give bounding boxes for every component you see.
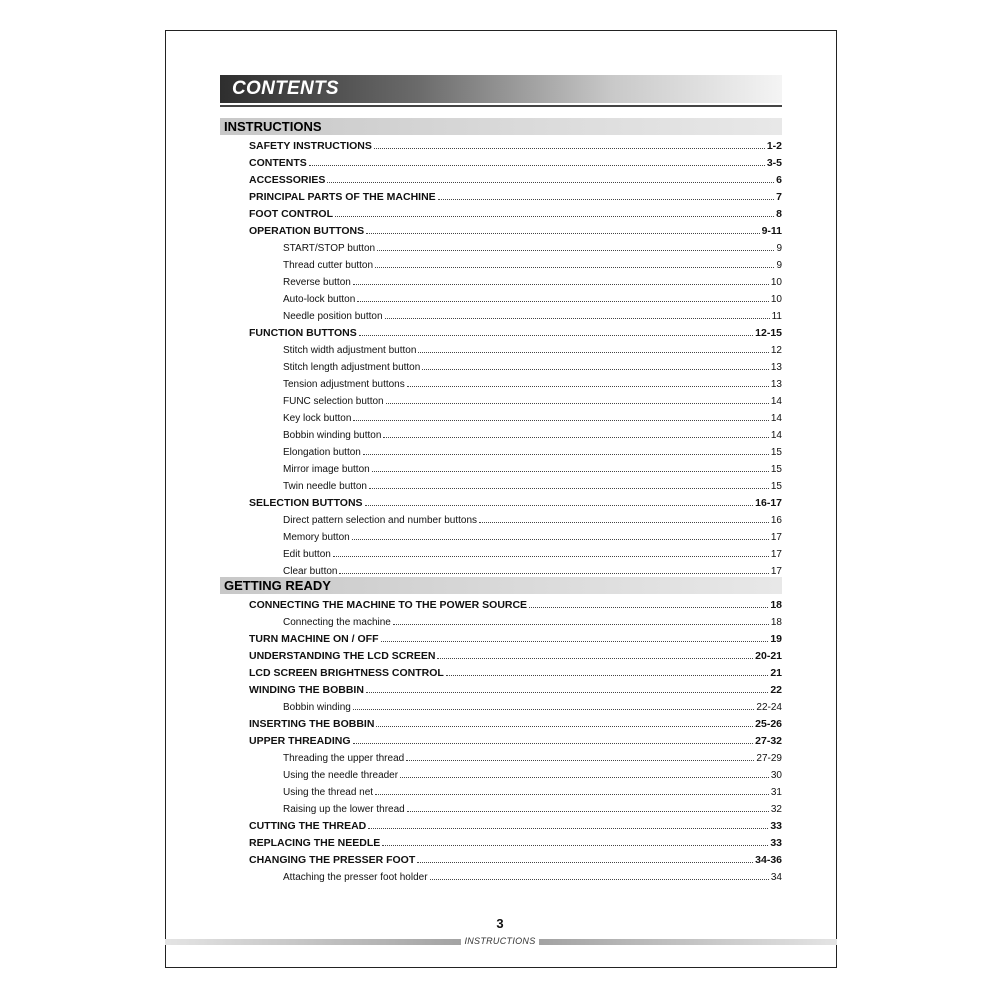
dot-leader bbox=[353, 743, 754, 744]
toc-entry-page: 13 bbox=[770, 379, 782, 390]
toc-entry-label: Using the thread net bbox=[283, 787, 374, 798]
toc-entry[interactable] bbox=[220, 628, 782, 645]
toc-entry-page: 16-17 bbox=[755, 497, 782, 509]
toc-entry-label: WINDING THE BOBBIN bbox=[249, 684, 364, 696]
toc-entry-label: CONNECTING THE MACHINE TO THE POWER SOURCE bbox=[249, 599, 528, 611]
dot-leader bbox=[352, 539, 769, 540]
dot-leader bbox=[385, 318, 770, 319]
dot-leader bbox=[446, 675, 768, 676]
toc-entry-page: 7 bbox=[776, 191, 782, 203]
toc-subentry[interactable] bbox=[220, 866, 782, 883]
toc-entry-page: 32 bbox=[770, 804, 782, 815]
toc-entry-label: PRINCIPAL PARTS OF THE MACHINE bbox=[249, 191, 436, 203]
toc-subentry[interactable] bbox=[220, 424, 782, 441]
dot-leader bbox=[529, 607, 768, 608]
toc-entry-page: 12-15 bbox=[755, 327, 782, 339]
toc-subentry[interactable] bbox=[220, 254, 782, 271]
toc-subentry[interactable] bbox=[220, 237, 782, 254]
toc-entry-label: SELECTION BUTTONS bbox=[249, 497, 363, 509]
toc-entry[interactable] bbox=[220, 679, 782, 696]
dot-leader bbox=[353, 284, 769, 285]
toc-entry-label: Raising up the lower thread bbox=[283, 804, 405, 815]
toc-entry-label: Stitch width adjustment button bbox=[283, 345, 417, 356]
toc-entry-label: Bobbin winding bbox=[283, 702, 351, 713]
toc-entry[interactable] bbox=[220, 832, 782, 849]
toc-entry-page: 25-26 bbox=[755, 718, 782, 730]
toc-subentry[interactable] bbox=[220, 509, 782, 526]
toc-entry[interactable] bbox=[220, 730, 782, 747]
toc-subentry[interactable] bbox=[220, 356, 782, 373]
dot-leader bbox=[359, 335, 753, 336]
toc-entry-page: 15 bbox=[770, 481, 782, 492]
toc-entry-label: Key lock button bbox=[283, 413, 352, 424]
toc-entry[interactable] bbox=[220, 594, 782, 611]
toc-entry-label: Reverse button bbox=[283, 277, 351, 288]
toc-entry-page: 20-21 bbox=[755, 650, 782, 662]
toc-subentry[interactable] bbox=[220, 271, 782, 288]
footer-label: INSTRUCTIONS bbox=[461, 936, 538, 946]
dot-leader bbox=[353, 420, 769, 421]
toc-entry-page: 34-36 bbox=[755, 854, 782, 866]
dot-leader bbox=[372, 471, 769, 472]
dot-leader bbox=[377, 250, 774, 251]
toc-entry-page: 9 bbox=[776, 243, 782, 254]
dot-leader bbox=[407, 386, 769, 387]
toc-entry[interactable] bbox=[220, 169, 782, 186]
toc-entry-label: Needle position button bbox=[283, 311, 383, 322]
toc-entry[interactable] bbox=[220, 645, 782, 662]
toc-subentry[interactable] bbox=[220, 526, 782, 543]
toc-subentry[interactable] bbox=[220, 781, 782, 798]
toc-entry-page: 1-2 bbox=[766, 140, 782, 152]
dot-leader bbox=[382, 845, 768, 846]
footer-label-wrap bbox=[0, 936, 1000, 946]
toc-entry-label: CONTENTS bbox=[249, 157, 307, 169]
toc-entry[interactable] bbox=[220, 135, 782, 152]
toc-entry-label: FUNCTION BUTTONS bbox=[249, 327, 357, 339]
toc-entry-page: 10 bbox=[770, 294, 782, 305]
dot-leader bbox=[366, 233, 759, 234]
toc-subentry[interactable] bbox=[220, 764, 782, 781]
dot-leader bbox=[437, 658, 753, 659]
toc-entry-label: START/STOP button bbox=[283, 243, 376, 254]
toc-entry[interactable] bbox=[220, 662, 782, 679]
toc-entry-page: 22 bbox=[770, 684, 782, 696]
toc-entry-label: Attaching the presser foot holder bbox=[283, 872, 428, 883]
toc-entry-label: Threading the upper thread bbox=[283, 753, 405, 764]
dot-leader bbox=[365, 505, 754, 506]
dot-leader bbox=[366, 692, 768, 693]
toc-entry-label: Clear button bbox=[283, 566, 338, 577]
toc-entry-label: UNDERSTANDING THE LCD SCREEN bbox=[249, 650, 436, 662]
toc-entry-page: 19 bbox=[770, 633, 782, 645]
toc-subentry[interactable] bbox=[220, 560, 782, 577]
title-underline bbox=[220, 105, 782, 107]
toc-entry-label: FOOT CONTROL bbox=[249, 208, 333, 220]
toc-subentry[interactable] bbox=[220, 373, 782, 390]
dot-leader bbox=[327, 182, 774, 183]
toc-entry-label: OPERATION BUTTONS bbox=[249, 225, 365, 237]
toc-entry-label: Edit button bbox=[283, 549, 331, 560]
toc-entry-page: 17 bbox=[770, 532, 782, 543]
toc-subentry[interactable] bbox=[220, 407, 782, 424]
toc-subentry[interactable] bbox=[220, 798, 782, 815]
toc-entry-label: Elongation button bbox=[283, 447, 361, 458]
dot-leader bbox=[407, 811, 769, 812]
toc-entry-label: TURN MACHINE ON / OFF bbox=[249, 633, 379, 645]
dot-leader bbox=[375, 267, 774, 268]
section-heading: GETTING READY bbox=[220, 577, 782, 594]
toc-entry-label: Twin needle button bbox=[283, 481, 367, 492]
toc-entry-page: 14 bbox=[770, 430, 782, 441]
toc-entry-page: 9-11 bbox=[761, 225, 782, 237]
toc-entry-page: 8 bbox=[776, 208, 782, 220]
toc-entry-page: 31 bbox=[770, 787, 782, 798]
toc-entry-page: 9 bbox=[776, 260, 782, 271]
toc-entry-label: Thread cutter button bbox=[283, 260, 374, 271]
toc-subentry[interactable] bbox=[220, 441, 782, 458]
dot-leader bbox=[383, 437, 768, 438]
toc-entry-page: 14 bbox=[770, 396, 782, 407]
toc-entry-page: 10 bbox=[770, 277, 782, 288]
toc-entry-page: 14 bbox=[770, 413, 782, 424]
dot-leader bbox=[422, 369, 769, 370]
toc-entry[interactable] bbox=[220, 849, 782, 866]
toc-entry-page: 18 bbox=[770, 617, 782, 628]
toc-entry-page: 17 bbox=[770, 549, 782, 560]
dot-leader bbox=[386, 403, 769, 404]
toc-entry[interactable] bbox=[220, 322, 782, 339]
toc-entry-label: Memory button bbox=[283, 532, 350, 543]
toc-entry-label: Stitch length adjustment button bbox=[283, 362, 421, 373]
toc-entry-label: LCD SCREEN BRIGHTNESS CONTROL bbox=[249, 667, 444, 679]
dot-leader bbox=[479, 522, 769, 523]
toc-entry[interactable] bbox=[220, 186, 782, 203]
toc-subentry[interactable] bbox=[220, 339, 782, 356]
toc-entry[interactable] bbox=[220, 152, 782, 169]
dot-leader bbox=[438, 199, 774, 200]
toc-subentry[interactable] bbox=[220, 696, 782, 713]
dot-leader bbox=[381, 641, 769, 642]
toc-subentry[interactable] bbox=[220, 543, 782, 560]
page-title: CONTENTS bbox=[232, 78, 339, 99]
dot-leader bbox=[369, 488, 769, 489]
dot-leader bbox=[418, 352, 768, 353]
dot-leader bbox=[309, 165, 765, 166]
toc-entry[interactable] bbox=[220, 220, 782, 237]
toc-subentry[interactable] bbox=[220, 611, 782, 628]
toc-entry-label: CUTTING THE THREAD bbox=[249, 820, 367, 832]
toc-subentry[interactable] bbox=[220, 747, 782, 764]
toc-entry-page: 22-24 bbox=[756, 702, 782, 713]
toc-entry-page: 11 bbox=[771, 311, 782, 322]
toc-entry-page: 16 bbox=[770, 515, 782, 526]
toc-entry-label: Connecting the machine bbox=[283, 617, 391, 628]
toc-entry-label: Auto-lock button bbox=[283, 294, 356, 305]
toc-entry[interactable] bbox=[220, 492, 782, 509]
toc-entry-page: 33 bbox=[770, 837, 782, 849]
toc-entry-page: 13 bbox=[770, 362, 782, 373]
toc-entry-label: FUNC selection button bbox=[283, 396, 384, 407]
title-banner bbox=[220, 75, 782, 103]
toc-entry-page: 6 bbox=[776, 174, 782, 186]
dot-leader bbox=[339, 573, 768, 574]
toc-entry[interactable] bbox=[220, 713, 782, 730]
toc-subentry[interactable] bbox=[220, 390, 782, 407]
toc-entry-page: 15 bbox=[770, 447, 782, 458]
toc-entry[interactable] bbox=[220, 203, 782, 220]
toc-entry-page: 3-5 bbox=[766, 157, 782, 169]
toc-entry-label: Direct pattern selection and number buttons bbox=[283, 515, 477, 526]
toc-entry-page: 21 bbox=[770, 667, 782, 679]
toc-entry-label: Using the needle threader bbox=[283, 770, 399, 781]
dot-leader bbox=[374, 148, 765, 149]
toc-entry-page: 27-29 bbox=[756, 753, 782, 764]
dot-leader bbox=[375, 794, 769, 795]
toc-entry-label: Mirror image button bbox=[283, 464, 370, 475]
toc-entry-label: Tension adjustment buttons bbox=[283, 379, 405, 390]
dot-leader bbox=[417, 862, 753, 863]
toc-entry-label: CHANGING THE PRESSER FOOT bbox=[249, 854, 416, 866]
dot-leader bbox=[353, 709, 755, 710]
toc-entry-label: SAFETY INSTRUCTIONS bbox=[249, 140, 372, 152]
dot-leader bbox=[400, 777, 769, 778]
toc-subentry[interactable] bbox=[220, 288, 782, 305]
page-number: 3 bbox=[496, 916, 504, 931]
toc-entry-page: 15 bbox=[770, 464, 782, 475]
toc-entry-page: 30 bbox=[770, 770, 782, 781]
toc-entry-page: 27-32 bbox=[755, 735, 782, 747]
dot-leader bbox=[333, 556, 769, 557]
toc-subentry[interactable] bbox=[220, 305, 782, 322]
dot-leader bbox=[335, 216, 774, 217]
dot-leader bbox=[393, 624, 769, 625]
dot-leader bbox=[357, 301, 769, 302]
toc-entry-label: UPPER THREADING bbox=[249, 735, 351, 747]
toc-subentry[interactable] bbox=[220, 458, 782, 475]
section-heading: INSTRUCTIONS bbox=[220, 118, 782, 135]
dot-leader bbox=[406, 760, 754, 761]
toc-entry[interactable] bbox=[220, 815, 782, 832]
toc-entry-page: 33 bbox=[770, 820, 782, 832]
toc-entry-page: 18 bbox=[770, 599, 782, 611]
toc-entry-label: REPLACING THE NEEDLE bbox=[249, 837, 381, 849]
dot-leader bbox=[368, 828, 768, 829]
toc-entry-page: 12 bbox=[770, 345, 782, 356]
toc-entry-label: INSERTING THE BOBBIN bbox=[249, 718, 375, 730]
dot-leader bbox=[430, 879, 769, 880]
dot-leader bbox=[376, 726, 753, 727]
toc-entry-page: 17 bbox=[770, 566, 782, 577]
toc-subentry[interactable] bbox=[220, 475, 782, 492]
toc-entry-label: ACCESSORIES bbox=[249, 174, 326, 186]
toc-entry-label: Bobbin winding button bbox=[283, 430, 382, 441]
dot-leader bbox=[363, 454, 769, 455]
toc-entry-page: 34 bbox=[770, 872, 782, 883]
table-of-contents bbox=[220, 118, 782, 883]
